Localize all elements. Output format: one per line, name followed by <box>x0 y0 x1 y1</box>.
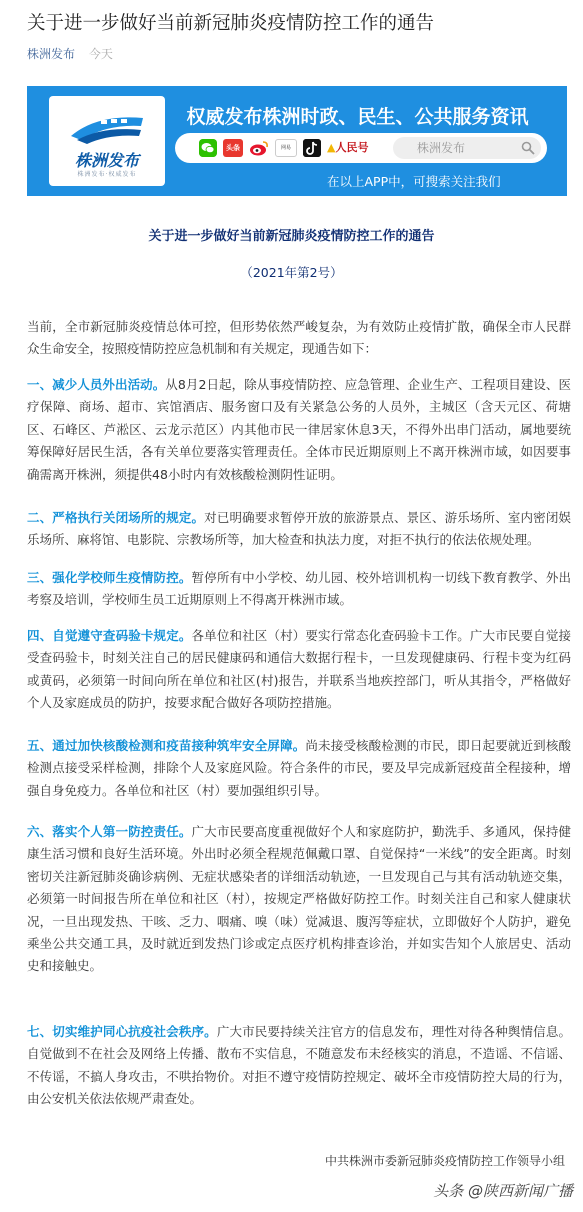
wechat-icon <box>199 139 217 157</box>
section-heading: 三、强化学校师生疫情防控。 <box>27 570 192 585</box>
article-meta <box>27 46 113 62</box>
train-logo-icon <box>67 110 147 144</box>
section-body: 从8月2日起，除从事疫情防控、应急管理、企业生产、工程项目建设、医疗保障、商场、超市、宾馆酒店、服务窗口及有关紧急公务的人员外，主城区（含天元区、荷塘区、石峰区、芦淞区、云龙示范区）内其他市民一律居家休息3天，不得外出串门活动，属地要统筹保障好居民生活，各有关单位要落实管理责任。全体市民近期原则上不离开株洲市域，如因要事确需离开株洲，须提供48小时内有效核酸检测阴性证明。 <box>27 377 571 482</box>
article-title: 关于进一步做好当前新冠肺炎疫情防控工作的通告 <box>27 13 435 34</box>
weibo-icon <box>249 139 269 157</box>
notice-section <box>27 567 571 612</box>
notice-section <box>27 735 571 802</box>
section-heading: 二、严格执行关闭场所的规定。 <box>27 510 205 525</box>
notice-section <box>27 507 571 552</box>
toutiao-icon: 头条 <box>223 139 243 157</box>
article-source[interactable]: 株洲发布 <box>27 47 76 61</box>
notice-intro: 当前，全市新冠肺炎疫情总体可控，但形势依然严峻复杂，为有效防止疫情扩散，确保全市人民群众生命安全，按照疫情防控应急机制和有关规定，现通告如下： <box>27 319 571 357</box>
section-body: 广大市民要高度重视做好个人和家庭防护，勤洗手、多通风，保持健康生活习惯和良好生活环境。外出时必须全程规范佩戴口罩、自觉保持“一米线”的安全距离。时刻密切关注新冠肺炎确诊病例、无症状感染者的详细活动轨迹，一旦发现自己与其有活动轨迹交集，必须第一时间报告所在单位和社区（村），按规定严格做好防控工作。时刻关注自己和家人健康状况，一旦出现发热、干咳、乏力、咽痛、嗅（味）觉减退、腹泻等症状，立即做好个人防护，避免乘坐公共交通工具，及时就近到发热门诊或定点医疗机构排查诊治，并如实告知个人旅居史、活动史和接触史。 <box>27 824 571 974</box>
renminhao-label: 人民号 <box>335 141 369 154</box>
netease-icon: 网易 <box>275 139 297 157</box>
promo-banner <box>27 86 567 196</box>
zhuzhou-logo <box>49 96 165 186</box>
banner-headline: 权威发布株洲时政、民生、公共服务资讯 <box>186 106 529 128</box>
section-body: 广大市民要持续关注官方的信息发布，理性对待各种舆情信息。自觉做到不在社会及网络上传播、散布不实信息，不随意发布未经核实的消息，不造谣、不信谣、不传谣，不搞人身攻击，不哄抬物价。对拒不遵守疫情防控规定、破坏全市疫情防控大局的行为，由公安机关依法依规严肃查处。 <box>27 1024 571 1107</box>
article-time: 今天 <box>88 47 113 61</box>
app-search-box[interactable] <box>393 137 541 159</box>
section-heading: 一、减少人员外出活动。 <box>27 377 166 392</box>
search-icon <box>521 141 535 155</box>
section-heading: 六、落实个人第一防控责任。 <box>27 824 192 839</box>
notice-section <box>27 1021 571 1111</box>
section-body: 对已明确要求暂停开放的旅游景点、景区、游乐场所、室内密闭娱乐场所、麻将馆、电影院、宗教场所等，加大检查和执法力度，对拒不执行的依法依规处理。 <box>27 510 571 548</box>
notice-number: （2021年第2号） <box>240 265 343 280</box>
section-heading: 五、通过加快核酸检测和疫苗接种筑牢安全屏障。 <box>27 738 306 753</box>
renminhao-icon: ▲人民号 <box>327 141 369 154</box>
watermark: 头条 @陕西新闻广播 <box>433 1182 573 1200</box>
section-body: 各单位和社区（村）要实行常态化查码验卡工作。广大市民要自觉接受查码验卡，时刻关注自己的居民健康码和通信大数据行程卡，一旦发现健康码、行程卡变为红码或黄码，必须第一时间向所在单位和社区(村)报告，并联系当地疾控部门，听从其指令，严格做好个人及家庭成员的防护，按要求配合做好各项防控措施。 <box>27 628 571 711</box>
notice-title: 关于进一步做好当前新冠肺炎疫情防控工作的通告 <box>148 229 435 244</box>
notice-section <box>27 374 571 486</box>
section-body: 暂停所有中小学校、幼儿园、校外培训机构一切线下教育教学、外出考察及培训，学校师生员工近期原则上不得离开株洲市域。 <box>27 570 571 608</box>
section-heading: 七、切实维护同心抗疫社会秩序。 <box>27 1024 217 1039</box>
notice-signature: 中共株洲市委新冠肺炎疫情防控工作领导小组 <box>324 1154 565 1168</box>
app-search-text: 株洲发布 <box>417 141 466 155</box>
section-body: 尚未接受核酸检测的市民，即日起要就近到核酸检测点接受采样检测，排除个人及家庭风险。符合条件的市民，要及早完成新冠疫苗全程接种，增强自身免疫力。各单位和社区（村）要加强组织引导。 <box>27 738 571 798</box>
notice-section <box>27 625 571 715</box>
logo-subtext: 株洲发布·权威发布 <box>77 171 137 178</box>
app-strip <box>175 133 547 163</box>
notice-section <box>27 821 571 978</box>
tiktok-icon <box>303 139 321 157</box>
banner-tip: 在以上APP中，可搜索关注我们 <box>327 174 501 189</box>
section-heading: 四、自觉遵守查码验卡规定。 <box>27 628 192 643</box>
logo-text: 株洲发布 <box>74 151 139 170</box>
